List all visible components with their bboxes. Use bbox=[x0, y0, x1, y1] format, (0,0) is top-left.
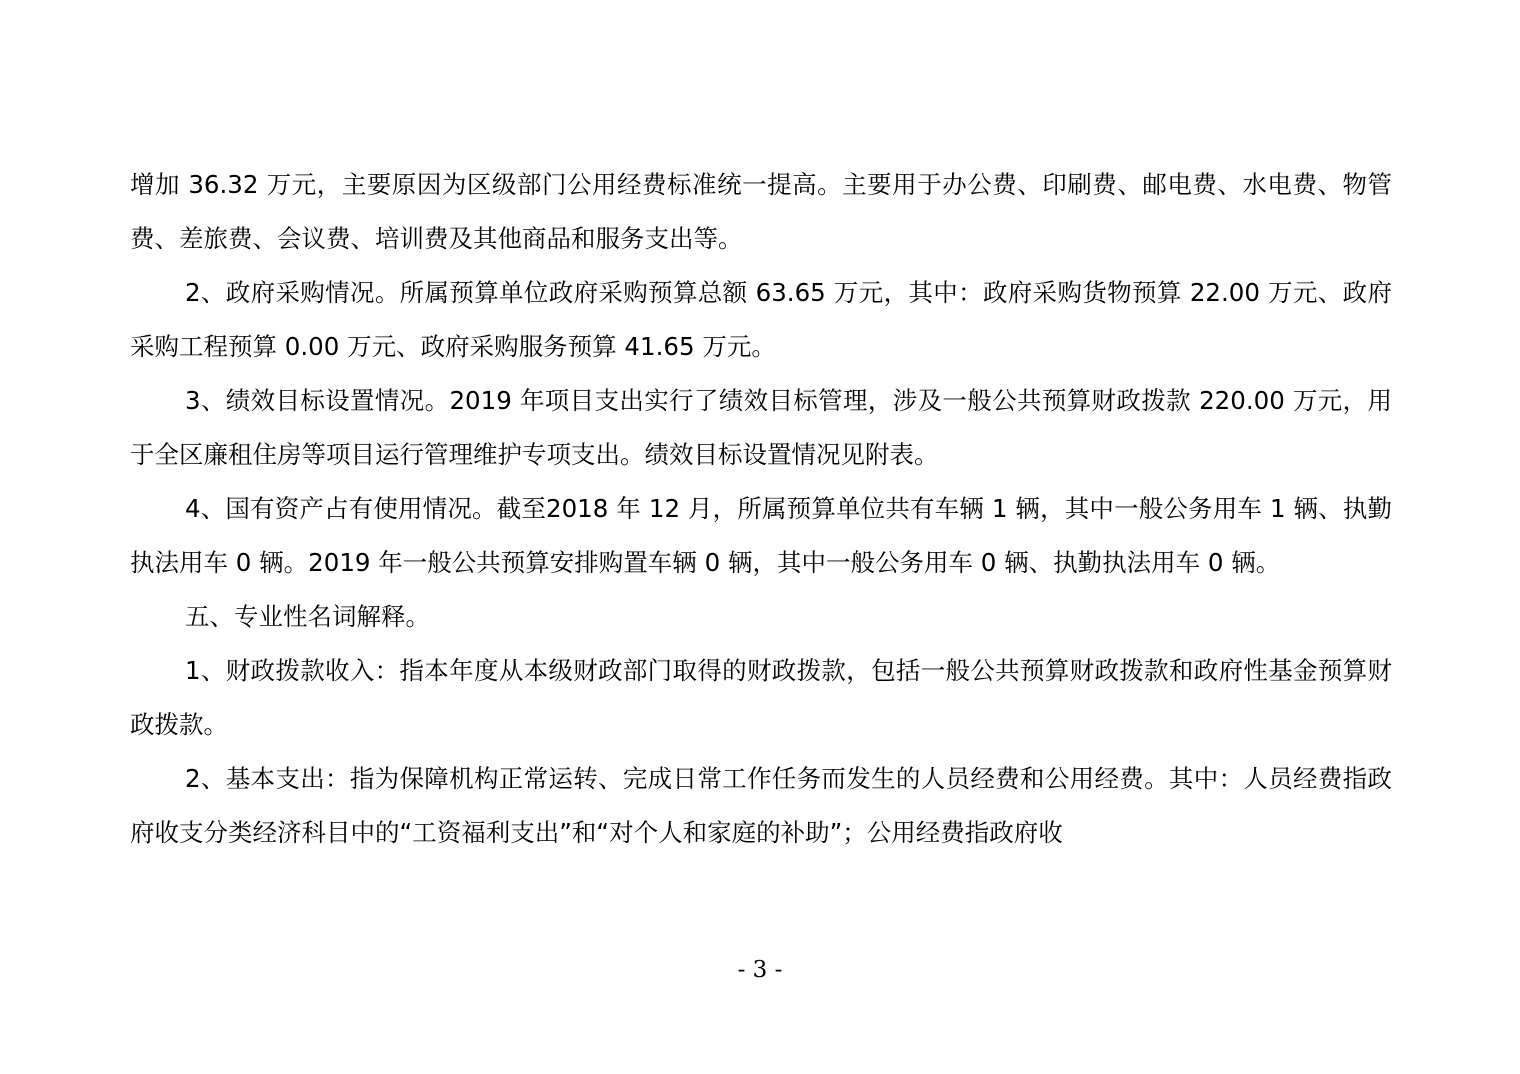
paragraph-public-expense-continued: 增加 36.32 万元，主要原因为区级部门公用经费标准统一提高。主要用于办公费、印刷费、邮电费、水电费、物管费、差旅费、会议费、培训费及其他商品和服务支出等。 bbox=[130, 170, 1392, 253]
section-heading-terminology: 五、专业性名词解释。 bbox=[185, 602, 430, 631]
page-number: - 3 - bbox=[737, 957, 783, 983]
paragraph-fiscal-appropriation-income: 1、财政拨款收入：指本年度从本级财政部门取得的财政拨款，包括一般公共预算财政拨款和政府性基金预算财政拨款。 bbox=[130, 656, 1392, 739]
paragraph-basic-expenditure: 2、基本支出：指为保障机构正常运转、完成日常工作任务而发生的人员经费和公用经费。其中：人员经费指政府收支分类经济科目中的“工资福利支出”和“对个人和家庭的补助”；公用经费指政府收 bbox=[130, 764, 1392, 847]
paragraph-government-procurement: 2、政府采购情况。所属预算单位政府采购预算总额 63.65 万元，其中：政府采购货物预算 22.00 万元、政府采购工程预算 0.00 万元、政府采购服务预算 41.65 万元。 bbox=[130, 278, 1392, 361]
body-text bbox=[130, 158, 1392, 860]
paragraph-performance-targets: 3、绩效目标设置情况。2019 年项目支出实行了绩效目标管理，涉及一般公共预算财政拨款 220.00 万元，用于全区廉租住房等项目运行管理维护专项支出。绩效目标设置情况见附表。 bbox=[130, 386, 1392, 469]
paragraph-state-assets: 4、国有资产占有使用情况。截至2018 年 12 月，所属预算单位共有车辆 1 辆，其中一般公务用车 1 辆、执勤执法用车 0 辆。2019 年一般公共预算安排购置车辆 0 辆，其中一般公务用车 0 辆、执勤执法用车 0 辆。 bbox=[130, 494, 1392, 577]
